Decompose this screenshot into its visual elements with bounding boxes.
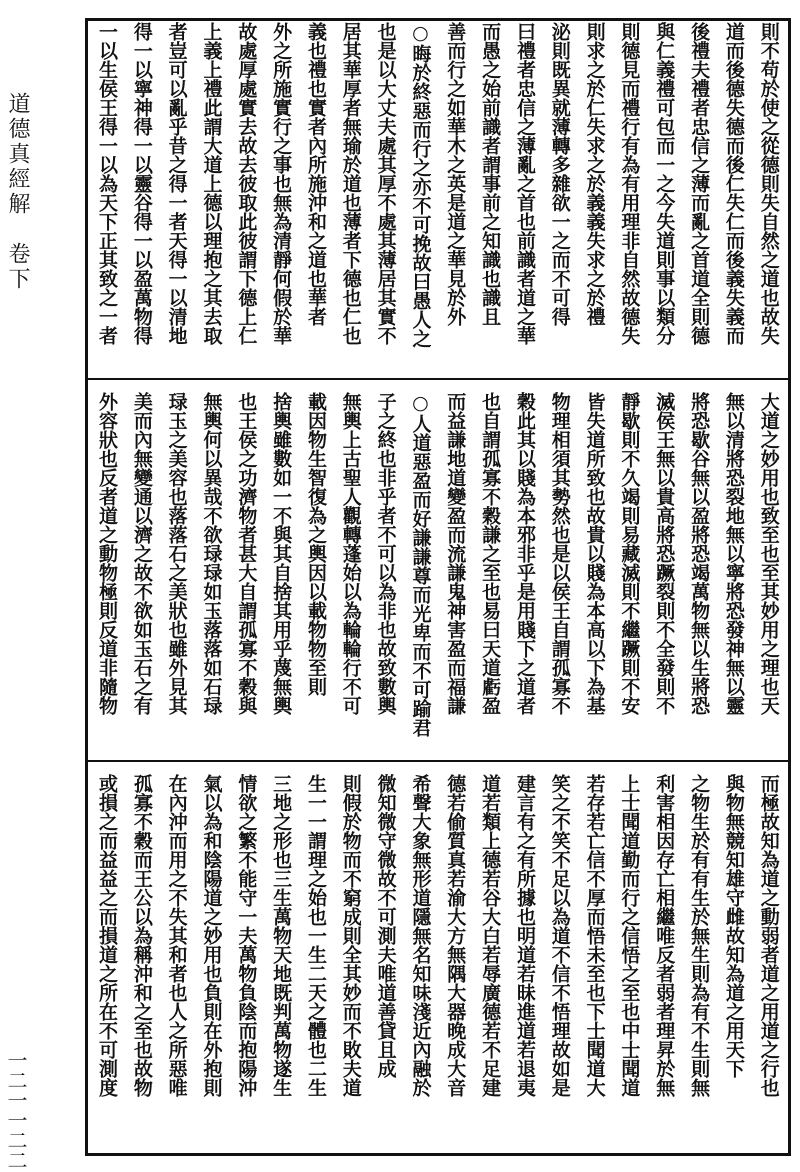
text-column: 或損之而益益之而損道之所在不可測度 bbox=[96, 774, 118, 1097]
text-column: 情欲之繁不能守一夫萬物負陰而抱陽沖 bbox=[235, 774, 258, 1097]
text-column: 在內沖而用之不失其和者也人之所惡唯 bbox=[165, 774, 188, 1097]
text-column: 善而行之如華木之英是道之華見於外 bbox=[444, 22, 467, 326]
text-column: 大道之妙用也致至也至其妙用之理也天 bbox=[757, 392, 780, 715]
text-column: 一以生侯王得一以為天下正其致之一者 bbox=[96, 22, 118, 345]
text-column: 生一一謂理之始也一生二天之體也二生 bbox=[304, 774, 327, 1097]
text-column: 靜歇則不久竭則易藏滅則不繼蹶則不安 bbox=[618, 392, 641, 715]
text-column: 捨輿雖數如一不與其自捨其用乎蔑無輿 bbox=[270, 392, 293, 715]
text-column: 道若類上德若谷大白若辱廣德若不足建 bbox=[479, 774, 502, 1097]
text-column: ○人道惡盈而好謙謙尊而光卑而不可踰君 bbox=[409, 392, 432, 737]
text-column: 利害相因存亡相繼唯反者弱者理昇於無 bbox=[653, 774, 676, 1097]
text-column: 穀此其以賤為本邪非乎是用賤下之道者 bbox=[513, 392, 536, 715]
text-column: 希聲大象無形道隱無名知味淺近內融於 bbox=[409, 774, 432, 1097]
text-column: 載因物生智復為之輿因以載物物至則 bbox=[304, 392, 327, 696]
text-column: 無輿何以異哉不欲琭琭如玉落落如石琭 bbox=[200, 392, 223, 715]
text-column: 則不苟於使之從德則失自然之道也故失 bbox=[757, 22, 780, 345]
text-column: 者豈可以亂乎昔之得一者天得一以清地 bbox=[165, 22, 188, 345]
text-column: 也自謂孤寡不穀謙之至也易曰天道虧盈 bbox=[479, 392, 502, 715]
text-column: 外容狀也反者道之動物極則反道非隨物 bbox=[96, 392, 118, 715]
text-column: 上士聞道勤而行之信悟之至也中士聞道 bbox=[618, 774, 641, 1097]
text-column: 三地之形也三生萬物天地既判萬物遂生 bbox=[270, 774, 293, 1097]
text-column: 義也禮也實者內所施沖和之道也華者 bbox=[304, 22, 327, 326]
text-column: 之物生於有有生於無生則為有不生則無 bbox=[688, 774, 711, 1097]
text-column: 則德見而禮行有為有用理非自然故德失 bbox=[618, 22, 641, 345]
text-column: 則假於物而不窮成則全其妙而不敗夫道 bbox=[339, 774, 362, 1097]
text-column: 與仁義禮可包而一之今失道則事以類分 bbox=[653, 22, 676, 345]
text-column: 物理相須其勢然也是以侯王自謂孤寡不 bbox=[548, 392, 571, 715]
text-column: 也是以大丈夫處其厚不處其薄居其實不 bbox=[374, 22, 397, 345]
text-column: 上義上禮此謂大道上德以理抱之其去取 bbox=[200, 22, 223, 345]
text-panel-bottom bbox=[88, 774, 788, 1152]
text-panel-middle bbox=[88, 392, 788, 762]
text-column: 美而內無變通以濟之故不欲如玉石之有 bbox=[130, 392, 153, 715]
text-column: 微知微守微故不可測夫唯道善貸且成 bbox=[374, 774, 397, 1078]
text-column: 也王侯之功濟物者甚大自謂孤寡不穀與 bbox=[235, 392, 258, 715]
text-column: 若存若亡信不厚而悟未至也下士聞道大 bbox=[583, 774, 606, 1097]
text-column: 而愚之始前識者謂事前之知識也識且 bbox=[479, 22, 502, 326]
text-column: 則求之於仁失求之於義義失求之於禮 bbox=[583, 22, 606, 326]
text-column: 居其華厚者無瑜於道也薄者下德也仁也 bbox=[339, 22, 362, 345]
text-column: 泌則既異就薄轉多雜欲一之而不可得 bbox=[548, 22, 571, 326]
text-column: 外之所施實行之事也無為清靜何假於華 bbox=[270, 22, 293, 345]
text-column: 與物無競知雄守雌故知為道之用天下 bbox=[722, 774, 745, 1078]
text-column: 笑之不笑不足以為道不信不悟理故如是 bbox=[548, 774, 571, 1097]
text-column: 道而後德失德而後仁失仁而後義失義而 bbox=[722, 22, 745, 345]
text-column: 而益謙地道變盈而流謙鬼神害盈而福謙 bbox=[444, 392, 467, 715]
text-column: 曰禮者忠信之薄亂之首也前識者道之華 bbox=[513, 22, 536, 345]
text-column: 故處厚處實去故去彼取此彼謂下德上仁 bbox=[235, 22, 258, 345]
text-column: 而極故知為道之動弱者道之用道之行也 bbox=[757, 774, 780, 1097]
text-column: 將恐歇谷無以盈將恐竭萬物無以生將恐 bbox=[688, 392, 711, 715]
text-column: 無輿上古聖人觀轉蓬始以為輪輪行不可 bbox=[339, 392, 362, 715]
text-column: 氣以為和陰陽道之妙用也負則在外抱則 bbox=[200, 774, 223, 1097]
text-column: 皆失道所致也故貴以賤為本高以下為基 bbox=[583, 392, 606, 715]
text-column: 孤寡不穀而王公以為稱沖和之至也故物 bbox=[130, 774, 153, 1097]
text-column: 建言有之有所據也明道若昧進道若退夷 bbox=[513, 774, 536, 1097]
text-column: ○晦於終惡而行之亦不可挽故曰愚人之 bbox=[409, 22, 432, 348]
text-column: 琭玉之美容也落落石之美狀也雖外見其 bbox=[165, 392, 188, 715]
page-number: 一二一一二二 bbox=[4, 1050, 28, 1170]
text-column: 滅侯王無以貴高將恐蹶裂則不全發則不 bbox=[653, 392, 676, 715]
text-column: 子之終也非乎者不可以為非也故致數輿 bbox=[374, 392, 397, 715]
book-title: 道德真經解 卷下 bbox=[5, 92, 30, 292]
text-column: 無以清將恐裂地無以寧將恐發神無以靈 bbox=[722, 392, 745, 715]
text-column: 後禮夫禮者忠信之薄而亂之首道全則德 bbox=[688, 22, 711, 345]
text-panel-top bbox=[88, 22, 788, 380]
text-column: 德若偷質真若渝大方無隅大器晚成大音 bbox=[444, 774, 467, 1097]
text-column: 得一以寧神得一以靈谷得一以盈萬物得 bbox=[130, 22, 153, 345]
